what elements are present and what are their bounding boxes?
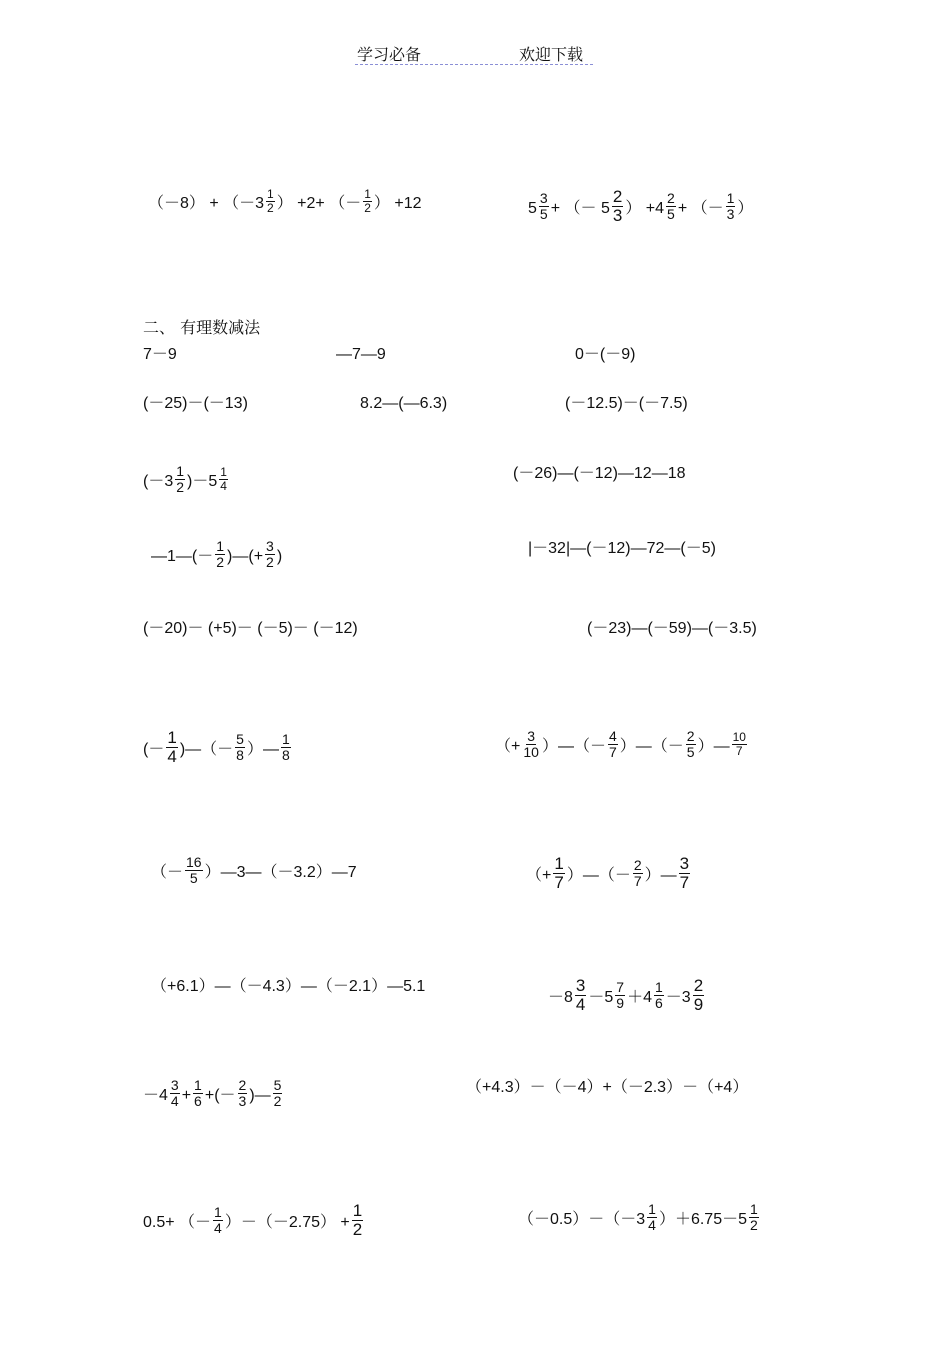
fraction-numerator: 1 [750,1201,758,1217]
fraction [666,191,676,222]
fraction-denominator: 5 [189,870,198,886]
header-left-text: 学习必备 [357,45,422,64]
expression-text: －4 [143,1086,168,1104]
expression-text: ）—（－ [619,737,684,755]
math-expression [565,396,688,412]
fraction [553,855,564,892]
fraction [363,188,372,215]
header-right-text: 欢迎下载 [519,45,584,64]
fraction-denominator: 6 [654,995,663,1011]
expression-text: ）— [246,740,279,758]
fraction-denominator: 4 [575,995,586,1014]
fraction-numerator: 1 [267,187,274,201]
expression-text: (－20)－ (+5)－ (－5)－ (－12) [143,620,358,637]
expression-text: ） +4 [625,199,665,217]
fraction [539,191,549,222]
fraction-numerator: 4 [608,728,617,744]
math-expression [143,463,230,495]
expression-text: ）— [644,866,677,884]
fraction [265,539,275,570]
fraction-numerator: 1 [364,187,371,201]
fraction-numerator: 2 [238,1077,247,1093]
expression-text: （+6.1）—（－4.3）—（－2.1）—5.1 [151,978,426,995]
math-expression [575,347,635,363]
math-expression [143,621,358,637]
expression-text: )—(+ [227,547,264,565]
expression-text: +(－ [204,1086,236,1104]
fraction-denominator: 3 [726,206,735,222]
math-expression [495,728,749,760]
fraction-numerator: 1 [194,1077,202,1093]
math-expression [513,466,686,482]
fraction [612,188,623,225]
fraction-numerator: 3 [527,728,536,744]
fraction [679,855,690,892]
fraction-numerator: 3 [679,854,690,873]
expression-text: )— [249,1086,271,1104]
fraction-denominator: 5 [539,206,548,222]
fraction [170,1078,180,1109]
math-expression [548,976,706,1014]
expression-text: —1—(－ [151,547,214,565]
math-expression [143,1077,284,1109]
fraction [686,729,696,760]
fraction-denominator: 3 [612,206,623,225]
fraction-numerator: 1 [554,854,564,873]
fraction-denominator: 5 [667,206,675,222]
fraction [749,1202,759,1233]
math-expression [466,1080,748,1096]
math-expression [518,1201,761,1233]
fraction-denominator: 7 [735,744,743,758]
expression-text: （+4.3）－（－4）+（－2.3）－（+4） [466,1079,749,1096]
math-expression [143,1201,365,1239]
fraction [726,191,736,222]
fraction [266,188,275,215]
fraction-numerator: 5 [236,731,244,747]
fraction-denominator: 8 [281,747,290,763]
expression-text: －5 [588,988,614,1006]
expression-text: －8 [548,988,573,1006]
expression-text: （－0.5）－（－3 [518,1210,646,1228]
fraction [615,980,625,1011]
fraction-denominator: 7 [554,873,564,892]
page-header [355,40,593,65]
fraction-denominator: 4 [167,747,177,766]
fraction-denominator: 2 [267,201,274,215]
fraction-denominator: 2 [364,201,371,215]
fraction-denominator: 2 [176,479,185,495]
expression-text: + （－ [677,199,724,217]
fraction-denominator: 7 [679,873,690,892]
expression-text: )—（－ [179,740,234,758]
expression-text: (－26)—(－12)—12—18 [513,465,686,482]
math-expression [587,621,757,637]
math-expression [528,541,716,557]
fraction-denominator: 7 [608,744,617,760]
expression-text: ） +2+ （－ [276,194,362,212]
expression-text: —7—9 [336,346,386,363]
fraction-numerator: 1 [176,463,185,479]
fraction-denominator: 5 [686,744,695,760]
fraction-denominator: 8 [236,747,244,763]
fraction [193,1078,203,1109]
expression-text: ）－（－2.75） + [224,1213,350,1231]
fraction [185,855,203,886]
fraction-denominator: 4 [214,1220,222,1236]
expression-text: （+ [495,737,521,755]
math-expression [151,979,425,995]
fraction-numerator: 2 [693,976,704,995]
math-expression [151,538,283,570]
fraction [213,1205,223,1236]
math-expression [526,854,692,892]
expression-text: （－8） + （－3 [148,194,265,212]
fraction-denominator: 2 [266,554,274,570]
fraction [215,539,225,570]
fraction-numerator: 1 [167,728,177,747]
fraction-numerator: 1 [726,190,735,206]
fraction-denominator: 9 [616,995,625,1011]
fraction-numerator: 2 [633,857,642,873]
expression-text: ） +12 [373,194,422,212]
fraction-denominator: 2 [750,1217,758,1233]
fraction [575,977,586,1014]
fraction [273,1078,283,1109]
fraction [633,858,643,889]
fraction-denominator: 6 [194,1093,202,1109]
fraction [166,729,177,766]
fraction [608,729,618,760]
fraction-denominator: 2 [216,554,225,570]
fraction [235,732,245,763]
fraction [238,1078,248,1109]
expression-text: 7－9 [143,346,177,363]
expression-text: + （－ 5 [550,199,610,217]
fraction-numerator: 5 [273,1077,282,1093]
expression-text: ＋4 [627,988,652,1006]
fraction-numerator: 1 [220,465,227,479]
fraction-numerator: 1 [214,1204,222,1220]
fraction-numerator: 1 [281,731,290,747]
expression-text: ）—3—（－3.2）—7 [204,863,357,881]
math-expression [151,854,357,886]
expression-text: (－23)—(－59)—(－3.5) [587,620,757,637]
expression-text: ) [276,547,283,565]
fraction-numerator: 3 [539,190,548,206]
fraction-denominator: 10 [523,744,539,760]
math-expression [143,347,177,363]
fraction-numerator: 10 [732,730,746,744]
expression-text: 0.5+ （－ [143,1213,212,1231]
fraction-numerator: 2 [612,187,623,206]
fraction-numerator: 3 [170,1077,179,1093]
expression-text: |－32|—(－12)—72—(－5) [528,540,716,557]
expression-text: (－12.5)－(－7.5) [565,395,688,412]
expression-text: (－ [143,740,165,758]
fraction-numerator: 2 [686,728,695,744]
fraction [522,729,540,760]
expression-text: 8.2—(—6.3) [360,395,448,412]
math-expression [143,396,248,412]
fraction-denominator: 9 [693,995,704,1014]
fraction-numerator: 3 [575,976,586,995]
fraction [647,1202,657,1233]
section-title: 二、 有理数减法 [143,318,261,337]
fraction-denominator: 4 [648,1217,656,1233]
expression-text: )－5 [187,472,218,490]
fraction-denominator: 2 [352,1220,363,1239]
math-expression [143,728,293,766]
fraction [219,466,228,493]
expression-text: －3 [665,988,691,1006]
math-expression [336,347,386,363]
expression-text: ）—（－ [566,866,631,884]
fraction [693,977,704,1014]
fraction-denominator: 4 [220,479,227,493]
expression-text: （+ [526,866,552,884]
fraction [654,980,664,1011]
expression-text: （－ [151,863,184,881]
expression-text: (－3 [143,472,174,490]
fraction-numerator: 3 [266,538,274,554]
fraction [732,731,747,758]
expression-text: (－25)－(－13) [143,395,248,412]
fraction-numerator: 1 [216,538,225,554]
fraction-numerator: 1 [648,1201,656,1217]
fraction-numerator: 16 [186,854,202,870]
expression-text: ）—（－ [541,737,606,755]
fraction-denominator: 7 [633,873,642,889]
math-expression [528,187,754,225]
fraction-denominator: 3 [238,1093,247,1109]
fraction [175,464,185,495]
fraction-numerator: 1 [352,1201,363,1220]
expression-text: 5 [528,199,537,217]
expression-text: 0－(－9) [575,346,636,363]
fraction-numerator: 1 [654,979,663,995]
fraction-numerator: 2 [667,190,675,206]
fraction [281,732,291,763]
expression-text: ） [737,199,754,217]
fraction-denominator: 4 [170,1093,179,1109]
expression-text: + [181,1086,192,1104]
math-expression [360,396,447,412]
fraction-denominator: 2 [273,1093,282,1109]
expression-text: ）＋6.75－5 [658,1210,747,1228]
math-expression [148,187,422,215]
expression-text: ）— [697,737,730,755]
fraction [352,1202,363,1239]
fraction-numerator: 7 [616,979,625,995]
